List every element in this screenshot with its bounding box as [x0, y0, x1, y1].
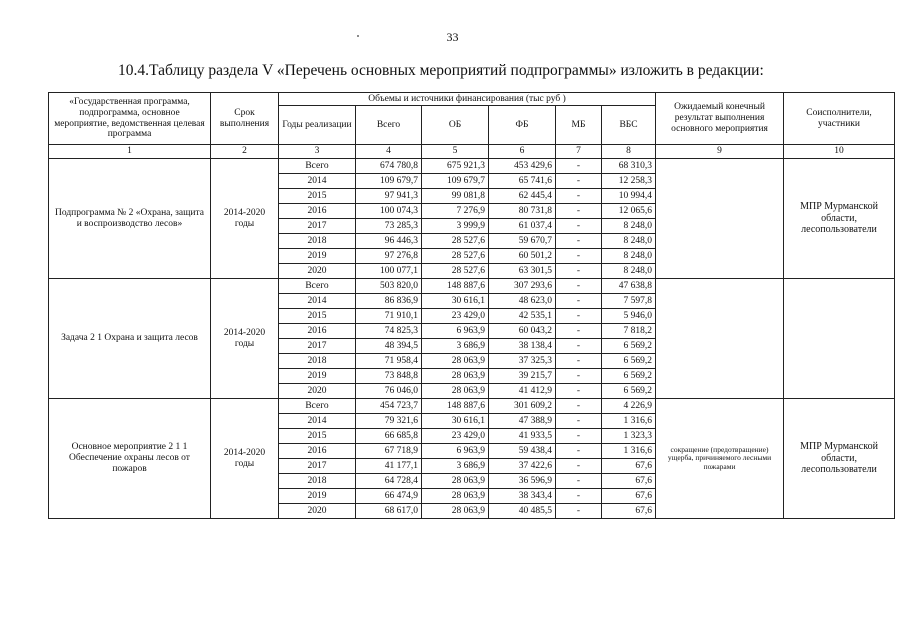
column-number: 1 — [49, 145, 211, 159]
block-coexecutors-cell: МПР Мурманской области, лесопользователи — [784, 399, 895, 519]
mb-cell: - — [556, 399, 602, 414]
vbs-cell: 4 226,9 — [602, 399, 656, 414]
ob-cell: 28 063,9 — [422, 384, 489, 399]
ob-cell: 28 063,9 — [422, 489, 489, 504]
vbs-cell: 67,6 — [602, 504, 656, 519]
mb-cell: - — [556, 294, 602, 309]
fb-cell: 42 535,1 — [489, 309, 556, 324]
mb-cell: - — [556, 234, 602, 249]
fb-cell: 63 301,5 — [489, 264, 556, 279]
fb-cell: 65 741,6 — [489, 174, 556, 189]
table-body — [49, 159, 895, 519]
total-cell: 71 958,4 — [356, 354, 422, 369]
fb-cell: 41 412,9 — [489, 384, 556, 399]
ob-cell: 28 063,9 — [422, 369, 489, 384]
column-number: 3 — [279, 145, 356, 159]
ob-cell: 7 276,9 — [422, 204, 489, 219]
block-result-cell — [656, 279, 784, 399]
fb-cell: 301 609,2 — [489, 399, 556, 414]
fb-cell: 47 388,9 — [489, 414, 556, 429]
ob-cell: 675 921,3 — [422, 159, 489, 174]
fb-cell: 453 429,6 — [489, 159, 556, 174]
year-cell: 2018 — [279, 354, 356, 369]
fb-cell: 60 043,2 — [489, 324, 556, 339]
vbs-cell: 6 569,2 — [602, 384, 656, 399]
scan-speck — [357, 35, 359, 37]
year-cell: 2015 — [279, 309, 356, 324]
block-name-cell: Подпрограмма № 2 «Охрана, защита и воспроизводство лесов» — [49, 159, 211, 279]
fb-cell: 38 343,4 — [489, 489, 556, 504]
block-term-cell: 2014-2020 годы — [211, 399, 279, 519]
ob-cell: 3 999,9 — [422, 219, 489, 234]
total-cell: 68 617,0 — [356, 504, 422, 519]
year-cell: 2020 — [279, 504, 356, 519]
total-cell: 454 723,7 — [356, 399, 422, 414]
year-cell: 2019 — [279, 249, 356, 264]
mb-cell: - — [556, 189, 602, 204]
year-cell: 2014 — [279, 294, 356, 309]
vbs-cell: 6 569,2 — [602, 369, 656, 384]
vbs-cell: 68 310,3 — [602, 159, 656, 174]
fb-cell: 59 670,7 — [489, 234, 556, 249]
total-cell: 79 321,6 — [356, 414, 422, 429]
ob-cell: 3 686,9 — [422, 459, 489, 474]
vbs-cell: 67,6 — [602, 489, 656, 504]
mb-cell: - — [556, 219, 602, 234]
ob-cell: 3 686,9 — [422, 339, 489, 354]
header-mb: МБ — [556, 106, 602, 145]
fb-cell: 48 623,0 — [489, 294, 556, 309]
total-cell: 64 728,4 — [356, 474, 422, 489]
year-cell: 2017 — [279, 219, 356, 234]
ob-cell: 28 063,9 — [422, 354, 489, 369]
mb-cell: - — [556, 354, 602, 369]
mb-cell: - — [556, 429, 602, 444]
ob-cell: 109 679,7 — [422, 174, 489, 189]
header-ob: ОБ — [422, 106, 489, 145]
column-number-row — [49, 145, 895, 159]
year-cell: 2015 — [279, 429, 356, 444]
table-row — [49, 279, 895, 294]
total-cell: 41 177,1 — [356, 459, 422, 474]
year-cell: Всего — [279, 399, 356, 414]
vbs-cell: 8 248,0 — [602, 234, 656, 249]
header-fb: ФБ — [489, 106, 556, 145]
vbs-cell: 67,6 — [602, 459, 656, 474]
fb-cell: 59 438,4 — [489, 444, 556, 459]
header-program: «Государственная программа, подпрограмма, основное мероприятие, ведомственная целевая программа — [49, 93, 211, 145]
vbs-cell: 1 323,3 — [602, 429, 656, 444]
fb-cell: 62 445,4 — [489, 189, 556, 204]
block-name-cell: Задача 2 1 Охрана и защита лесов — [49, 279, 211, 399]
year-cell: 2014 — [279, 414, 356, 429]
column-number: 9 — [656, 145, 784, 159]
column-number: 6 — [489, 145, 556, 159]
mb-cell: - — [556, 339, 602, 354]
year-cell: 2016 — [279, 204, 356, 219]
year-cell: 2014 — [279, 174, 356, 189]
block-result-cell — [656, 159, 784, 279]
total-cell: 73 285,3 — [356, 219, 422, 234]
header-term: Срок выполнения — [211, 93, 279, 145]
vbs-cell: 1 316,6 — [602, 444, 656, 459]
section-heading: 10.4.Таблицу раздела V «Перечень основных мероприятий подпрограммы» изложить в редакции: — [118, 62, 764, 79]
total-cell: 67 718,9 — [356, 444, 422, 459]
table-row — [49, 159, 895, 174]
total-cell: 74 825,3 — [356, 324, 422, 339]
ob-cell: 148 887,6 — [422, 399, 489, 414]
block-result-cell: сокращение (предотвращение) ущерба, причиняемого лесными пожарами — [656, 399, 784, 519]
ob-cell: 28 527,6 — [422, 234, 489, 249]
mb-cell: - — [556, 504, 602, 519]
fb-cell: 60 501,2 — [489, 249, 556, 264]
vbs-cell: 67,6 — [602, 474, 656, 489]
column-number: 4 — [356, 145, 422, 159]
total-cell: 100 077,1 — [356, 264, 422, 279]
ob-cell: 6 963,9 — [422, 444, 489, 459]
mb-cell: - — [556, 174, 602, 189]
ob-cell: 6 963,9 — [422, 324, 489, 339]
vbs-cell: 8 248,0 — [602, 219, 656, 234]
block-name-cell: Основное мероприятие 2 1 1 Обеспечение охраны лесов от пожаров — [49, 399, 211, 519]
year-cell: 2018 — [279, 234, 356, 249]
column-number: 10 — [784, 145, 895, 159]
mb-cell: - — [556, 459, 602, 474]
vbs-cell: 7 818,2 — [602, 324, 656, 339]
ob-cell: 99 081,8 — [422, 189, 489, 204]
vbs-cell: 10 994,4 — [602, 189, 656, 204]
mb-cell: - — [556, 444, 602, 459]
vbs-cell: 8 248,0 — [602, 264, 656, 279]
vbs-cell: 7 597,8 — [602, 294, 656, 309]
mb-cell: - — [556, 279, 602, 294]
header-result: Ожидаемый конечный результат выполнения основного мероприятия — [656, 93, 784, 145]
year-cell: 2017 — [279, 459, 356, 474]
vbs-cell: 5 946,0 — [602, 309, 656, 324]
page-number: 33 — [446, 30, 459, 44]
fb-cell: 80 731,8 — [489, 204, 556, 219]
total-cell: 73 848,8 — [356, 369, 422, 384]
header-coexecutors: Соисполнители, участники — [784, 93, 895, 145]
fb-cell: 39 215,7 — [489, 369, 556, 384]
year-cell: 2017 — [279, 339, 356, 354]
year-cell: 2020 — [279, 264, 356, 279]
vbs-cell: 12 258,3 — [602, 174, 656, 189]
block-term-cell: 2014-2020 годы — [211, 159, 279, 279]
fb-cell: 37 325,3 — [489, 354, 556, 369]
total-cell: 86 836,9 — [356, 294, 422, 309]
mb-cell: - — [556, 309, 602, 324]
fb-cell: 41 933,5 — [489, 429, 556, 444]
header-financing: Объемы и источники финансирования (тыс руб ) — [279, 93, 656, 106]
fb-cell: 37 422,6 — [489, 459, 556, 474]
total-cell: 96 446,3 — [356, 234, 422, 249]
block-term-cell: 2014-2020 годы — [211, 279, 279, 399]
ob-cell: 23 429,0 — [422, 309, 489, 324]
ob-cell: 23 429,0 — [422, 429, 489, 444]
total-cell: 48 394,5 — [356, 339, 422, 354]
mb-cell: - — [556, 324, 602, 339]
mb-cell: - — [556, 249, 602, 264]
mb-cell: - — [556, 159, 602, 174]
ob-cell: 148 887,6 — [422, 279, 489, 294]
vbs-cell: 6 569,2 — [602, 339, 656, 354]
total-cell: 97 941,3 — [356, 189, 422, 204]
column-number: 2 — [211, 145, 279, 159]
total-cell: 66 685,8 — [356, 429, 422, 444]
fb-cell: 61 037,4 — [489, 219, 556, 234]
mb-cell: - — [556, 384, 602, 399]
total-cell: 76 046,0 — [356, 384, 422, 399]
mb-cell: - — [556, 414, 602, 429]
column-number: 8 — [602, 145, 656, 159]
vbs-cell: 1 316,6 — [602, 414, 656, 429]
year-cell: 2020 — [279, 384, 356, 399]
vbs-cell: 8 248,0 — [602, 249, 656, 264]
mb-cell: - — [556, 204, 602, 219]
year-cell: Всего — [279, 159, 356, 174]
ob-cell: 28 527,6 — [422, 249, 489, 264]
ob-cell: 28 063,9 — [422, 504, 489, 519]
mb-cell: - — [556, 474, 602, 489]
block-coexecutors-cell — [784, 279, 895, 399]
ob-cell: 28 063,9 — [422, 474, 489, 489]
total-cell: 100 074,3 — [356, 204, 422, 219]
column-number: 7 — [556, 145, 602, 159]
table-row — [49, 399, 895, 414]
fb-cell: 38 138,4 — [489, 339, 556, 354]
fb-cell: 307 293,6 — [489, 279, 556, 294]
ob-cell: 28 527,6 — [422, 264, 489, 279]
ob-cell: 30 616,1 — [422, 294, 489, 309]
year-cell: 2015 — [279, 189, 356, 204]
total-cell: 66 474,9 — [356, 489, 422, 504]
vbs-cell: 12 065,6 — [602, 204, 656, 219]
header-vbs: ВБС — [602, 106, 656, 145]
header-total: Всего — [356, 106, 422, 145]
total-cell: 71 910,1 — [356, 309, 422, 324]
year-cell: 2019 — [279, 369, 356, 384]
total-cell: 109 679,7 — [356, 174, 422, 189]
mb-cell: - — [556, 264, 602, 279]
year-cell: Всего — [279, 279, 356, 294]
vbs-cell: 6 569,2 — [602, 354, 656, 369]
measures-table — [48, 92, 895, 519]
block-coexecutors-cell: МПР Мурманской области, лесопользователи — [784, 159, 895, 279]
column-number: 5 — [422, 145, 489, 159]
mb-cell: - — [556, 489, 602, 504]
year-cell: 2016 — [279, 324, 356, 339]
header-years: Годы реализации — [279, 106, 356, 145]
year-cell: 2018 — [279, 474, 356, 489]
fb-cell: 36 596,9 — [489, 474, 556, 489]
ob-cell: 30 616,1 — [422, 414, 489, 429]
year-cell: 2016 — [279, 444, 356, 459]
total-cell: 97 276,8 — [356, 249, 422, 264]
mb-cell: - — [556, 369, 602, 384]
total-cell: 674 780,8 — [356, 159, 422, 174]
year-cell: 2019 — [279, 489, 356, 504]
total-cell: 503 820,0 — [356, 279, 422, 294]
vbs-cell: 47 638,8 — [602, 279, 656, 294]
fb-cell: 40 485,5 — [489, 504, 556, 519]
